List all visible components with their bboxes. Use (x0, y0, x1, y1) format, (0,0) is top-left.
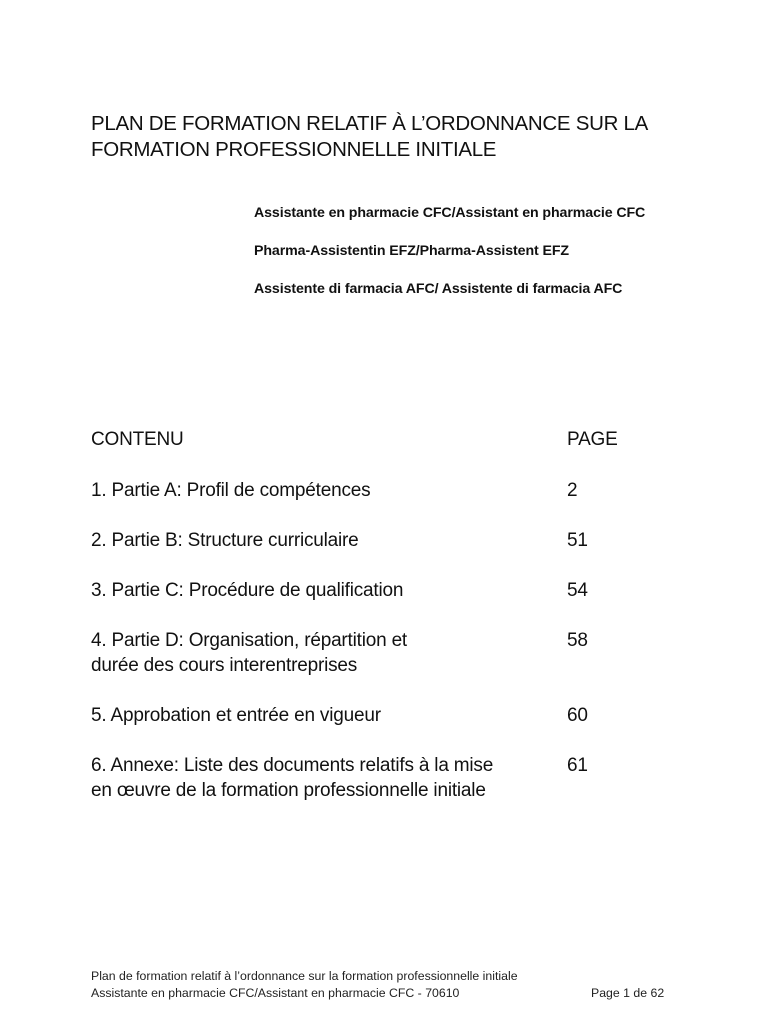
toc-entry[interactable] (91, 628, 651, 678)
toc-entry-page: 54 (567, 580, 588, 601)
toc-entry-label (91, 628, 531, 678)
footer-profession-code: Assistante en pharmacie CFC/Assistant en pharmacie CFC - 70610 (91, 986, 460, 1000)
toc-entry-label-line: 1. Partie A: Profil de compétences (91, 480, 371, 501)
toc-entry[interactable] (91, 703, 651, 728)
page-footer (91, 968, 671, 1002)
document-title (91, 111, 691, 163)
toc-entry[interactable] (91, 478, 651, 503)
toc-entry-page: 51 (567, 530, 588, 551)
toc-entry-page: 2 (567, 480, 578, 501)
toc-entry-label-line: 6. Annexe: Liste des documents relatifs à la mise (91, 755, 494, 776)
profession-titles (254, 203, 734, 317)
toc-entry-page: 58 (567, 630, 588, 651)
toc-entry[interactable] (91, 578, 651, 603)
toc-entry-label-line: 4. Partie D: Organisation, répartition et (91, 630, 408, 651)
table-of-contents (91, 427, 651, 803)
toc-entry-label (91, 703, 531, 728)
toc-entry-label (91, 528, 531, 553)
toc-header-label (91, 427, 531, 452)
toc-header-label-text: CONTENU (91, 429, 184, 450)
toc-header-page: PAGE (567, 429, 618, 450)
toc-header (91, 427, 651, 452)
toc-entry-label-line: 3. Partie C: Procédure de qualification (91, 580, 404, 601)
toc-entry-label (91, 753, 531, 803)
toc-entry-label (91, 578, 531, 603)
toc-entry-label-line: 2. Partie B: Structure curriculaire (91, 530, 359, 551)
toc-entry-label (91, 478, 531, 503)
toc-entry-label-line: en œuvre de la formation professionnelle initiale (91, 780, 486, 801)
footer-document-title: Plan de formation relatif à l’ordonnance sur la formation professionnelle initiale (91, 969, 518, 983)
toc-entry-label-line: 5. Approbation et entrée en vigueur (91, 705, 381, 726)
toc-entry[interactable] (91, 528, 651, 553)
profession-title-fr: Assistante en pharmacie CFC/Assistant en pharmacie CFC (254, 205, 646, 221)
toc-entry-page: 61 (567, 755, 588, 776)
document-title-line: FORMATION PROFESSIONNELLE INITIALE (91, 138, 497, 161)
footer-page-number: Page 1 de 62 (591, 986, 665, 1000)
toc-entry-page: 60 (567, 705, 588, 726)
profession-title-it: Assistente di farmacia AFC/ Assistente di farmacia AFC (254, 281, 623, 297)
toc-entry[interactable] (91, 753, 651, 803)
profession-title-de: Pharma-Assistentin EFZ/Pharma-Assistent EFZ (254, 243, 569, 259)
document-title-line: PLAN DE FORMATION RELATIF À L’ORDONNANCE SUR LA (91, 112, 648, 135)
toc-entry-label-line: durée des cours interentreprises (91, 655, 358, 676)
